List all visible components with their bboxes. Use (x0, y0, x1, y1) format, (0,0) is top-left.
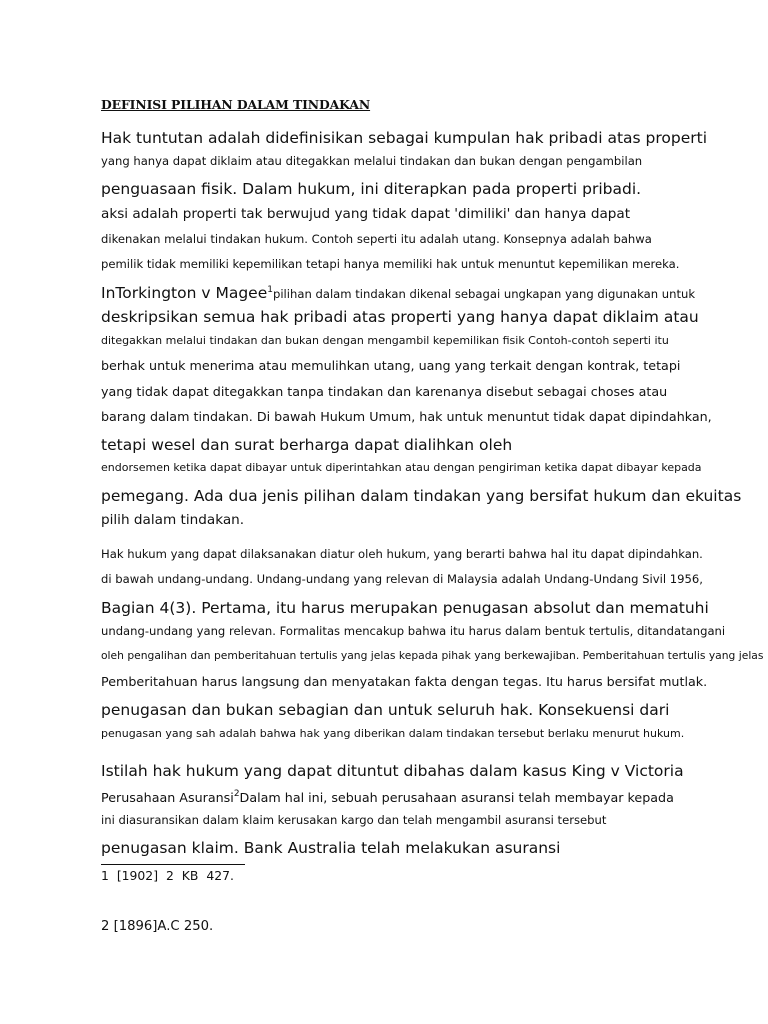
text-line-torkington (101, 285, 695, 302)
case-name: InTorkington v Magee (101, 284, 268, 302)
text-run: pilihan dalam tindakan dikenal sebagai ungkapan yang digunakan untuk (272, 287, 696, 301)
text-run: Dalam hal ini, sebuah perusahaan asuransi telah membayar kepada (239, 790, 674, 805)
case-name: Perusahaan Asuransi (101, 790, 234, 805)
text-line: Bagian 4(3). Pertama, itu harus merupakan penugasan absolut dan mematuhi (101, 599, 709, 617)
text-line-perusahaan (101, 789, 674, 805)
footnote-1: 1 [1902] 2 KB 427. (101, 868, 234, 883)
text-line: penugasan dan bukan sebagian dan untuk seluruh hak. Konsekuensi dari (101, 701, 670, 719)
footnote-2: 2 [1896]A.C 250. (101, 919, 214, 934)
text-line: undang-undang yang relevan. Formalitas mencakup bahwa itu harus dalam bentuk tertulis, ditandatangani (101, 624, 726, 638)
text-line: Istilah hak hukum yang dapat dituntut dibahas dalam kasus King v Victoria (101, 762, 684, 780)
text-line: penugasan yang sah adalah bahwa hak yang diberikan dalam tindakan tersebut berlaku menurut hukum. (101, 727, 685, 740)
text-line: endorsemen ketika dapat dibayar untuk diperintahkan atau dengan pengiriman ketika dapat dibayar kepada (101, 461, 702, 474)
text-line: Hak hukum yang dapat dilaksanakan diatur oleh hukum, yang berarti bahwa hal itu dapat dipindahkan. (101, 547, 703, 561)
text-line: dikenakan melalui tindakan hukum. Contoh seperti itu adalah utang. Konsepnya adalah bahwa (101, 232, 652, 246)
text-line: barang dalam tindakan. Di bawah Hukum Umum, hak untuk menuntut tidak dapat dipindahkan, (101, 409, 712, 424)
text-line: yang hanya dapat diklaim atau ditegakkan melalui tindakan dan bukan dengan pengambilan (101, 154, 643, 168)
text-line: deskripsikan semua hak pribadi atas properti yang hanya dapat diklaim atau (101, 308, 699, 326)
text-line: tetapi wesel dan surat berharga dapat dialihkan oleh (101, 436, 513, 454)
text-line: pemilik tidak memiliki kepemilikan tetapi hanya memiliki hak untuk menuntut kepemilikan mereka. (101, 257, 680, 271)
footnote-separator (101, 864, 245, 865)
text-line: Hak tuntutan adalah didefinisikan sebagai kumpulan hak pribadi atas properti (101, 129, 708, 147)
footnote-ref-2: 2 (233, 789, 240, 799)
text-line: penugasan klaim. Bank Australia telah melakukan asuransi (101, 839, 561, 857)
document-title: DEFINISI PILIHAN DALAM TINDAKAN (101, 97, 371, 112)
text-line: Pemberitahuan harus langsung dan menyatakan fakta dengan tegas. Itu harus bersifat mutlak. (101, 674, 708, 689)
text-line: aksi adalah properti tak berwujud yang tidak dapat 'dimiliki' dan hanya dapat (101, 206, 631, 222)
footnote-ref-1: 1 (267, 285, 273, 295)
text-line: ini diasuransikan dalam klaim kerusakan kargo dan telah mengambil asuransi tersebut (101, 813, 607, 827)
text-line: pemegang. Ada dua jenis pilihan dalam tindakan yang bersifat hukum dan ekuitas (101, 487, 742, 505)
text-line: yang tidak dapat ditegakkan tanpa tindakan dan karenanya disebut sebagai choses atau (101, 384, 668, 399)
text-line: di bawah undang-undang. Undang-undang yang relevan di Malaysia adalah Undang-Undang Sivil 1956, (101, 572, 703, 586)
text-line: ditegakkan melalui tindakan dan bukan dengan mengambil kepemilikan fisik Contoh-contoh seperti itu (101, 334, 669, 347)
text-line: pilih dalam tindakan. (101, 512, 245, 528)
text-line: berhak untuk menerima atau memulihkan utang, uang yang terkait dengan kontrak, tetapi (101, 358, 681, 373)
text-line: oleh pengalihan dan pemberitahuan tertulis yang jelas kepada pihak yang berkewajiban. Pemberitahuan tertulis yang jelas (101, 649, 764, 662)
text-line: penguasaan fisik. Dalam hukum, ini diterapkan pada properti pribadi. (101, 180, 642, 198)
